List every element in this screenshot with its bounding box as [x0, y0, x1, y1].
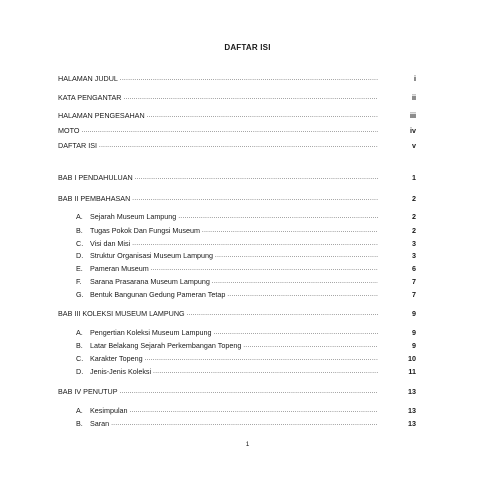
toc-entry-label: Sarana Prasarana Museum Lampung: [90, 277, 210, 286]
toc-page-number: 7: [412, 277, 416, 286]
toc-entry-letter: C.: [76, 239, 84, 248]
toc-entry-label: DAFTAR ISI: [58, 141, 98, 150]
toc-dot-leader: [81, 127, 378, 136]
toc-entry: [58, 93, 380, 103]
toc-page-number: 10: [408, 354, 416, 363]
toc-page-number: 13: [408, 387, 416, 396]
toc-entry-label: BAB IV PENUTUP: [58, 387, 118, 396]
toc-entry-label: HALAMAN PENGESAHAN: [58, 111, 145, 120]
toc-entry-label: Latar Belakang Sejarah Perkembangan Topeng: [90, 341, 242, 350]
toc-entry: [58, 194, 380, 204]
toc-dot-leader: [153, 368, 378, 377]
toc-page-number: ii: [412, 93, 416, 102]
page-number-footer: 1: [245, 441, 250, 448]
toc-entry: [58, 173, 380, 183]
toc-subentry: [76, 251, 380, 261]
toc-subentry: [76, 328, 380, 338]
toc-entry-letter: A.: [76, 406, 83, 415]
toc-dot-leader: [213, 329, 378, 338]
toc-dot-leader: [132, 240, 378, 249]
toc-dot-leader: [227, 291, 378, 300]
toc-entry: [58, 141, 380, 151]
toc-entry-letter: D.: [76, 251, 84, 260]
toc-dot-leader: [202, 227, 378, 236]
toc-dot-leader: [243, 342, 378, 351]
toc-page-number: 9: [412, 341, 416, 350]
toc-page-number: 6: [412, 264, 416, 273]
toc-dot-leader: [215, 252, 378, 261]
toc-subentry: [76, 264, 380, 274]
toc-page-number: i: [414, 74, 416, 83]
toc-subentry: [76, 354, 380, 364]
toc-page-number: 2: [412, 226, 416, 235]
toc-entry-letter: G.: [76, 290, 84, 299]
toc-subentry: [76, 226, 380, 236]
toc-entry-letter: B.: [76, 341, 83, 350]
toc-entry-label: Saran: [90, 419, 110, 428]
toc-entry-label: BAB I PENDAHULUAN: [58, 173, 133, 182]
toc-dot-leader: [135, 174, 378, 183]
toc-dot-leader: [151, 265, 378, 274]
toc-page-number: 3: [412, 251, 416, 260]
toc-entry: [58, 126, 380, 136]
toc-entry-label: Kesimpulan: [90, 406, 128, 415]
toc-dot-leader: [145, 355, 378, 364]
toc-dot-leader: [99, 142, 378, 151]
toc-entry-letter: A.: [76, 328, 83, 337]
toc-page-number: 9: [412, 328, 416, 337]
toc-entry-letter: C.: [76, 354, 84, 363]
toc-dot-leader: [130, 407, 378, 416]
toc-subentry: [76, 406, 380, 416]
toc-page-number: 7: [412, 290, 416, 299]
toc-entry-letter: A.: [76, 212, 83, 221]
toc-dot-leader: [212, 278, 378, 287]
toc-page-number: 13: [408, 419, 416, 428]
toc-entry-label: Jenis-Jenis Koleksi: [90, 367, 152, 376]
toc-subentry: [76, 239, 380, 249]
toc-dot-leader: [111, 420, 378, 429]
toc-dot-leader: [147, 112, 378, 121]
toc-page-number: 13: [408, 406, 416, 415]
toc-subentry: [76, 419, 380, 429]
toc-entry-label: Sejarah Museum Lampung: [90, 212, 177, 221]
toc-dot-leader: [178, 213, 378, 222]
toc-page-number: 9: [412, 309, 416, 318]
toc-page-number: 2: [412, 212, 416, 221]
toc-entry-label: BAB II PEMBAHASAN: [58, 194, 131, 203]
page-title: DAFTAR ISI: [224, 43, 271, 52]
toc-entry-label: BAB III KOLEKSI MUSEUM LAMPUNG: [58, 309, 185, 318]
toc-subentry: [76, 367, 380, 377]
toc-subentry: [76, 341, 380, 351]
toc-entry-letter: B.: [76, 419, 83, 428]
toc-entry-label: MOTO: [58, 126, 80, 135]
toc-subentry: [76, 212, 380, 222]
toc-entry: [58, 111, 380, 121]
toc-page-number: 2: [412, 194, 416, 203]
toc-subentry: [76, 290, 380, 300]
toc-entry-label: Pengertian Koleksi Museum Lampung: [90, 328, 212, 337]
toc-page-number: iv: [410, 126, 416, 135]
toc-entry-label: KATA PENGANTAR: [58, 93, 122, 102]
toc-entry-letter: B.: [76, 226, 83, 235]
toc-entry-label: HALAMAN JUDUL: [58, 74, 118, 83]
toc-entry-letter: F.: [76, 277, 82, 286]
toc-entry-label: Pameran Museum: [90, 264, 149, 273]
toc-page-number: 1: [412, 173, 416, 182]
toc-entry: [58, 387, 380, 397]
toc-dot-leader: [120, 388, 378, 397]
toc-page-number: iii: [410, 111, 416, 120]
toc-entry-label: Karakter Topeng: [90, 354, 143, 363]
toc-entry-letter: E.: [76, 264, 83, 273]
toc-dot-leader: [187, 310, 378, 319]
toc-dot-leader: [120, 75, 378, 84]
toc-dot-leader: [124, 94, 379, 103]
toc-entry: [58, 309, 380, 319]
toc-entry-label: Struktur Organisasi Museum Lampung: [90, 251, 214, 260]
toc-dot-leader: [132, 195, 378, 204]
toc-entry-label: Bentuk Bangunan Gedung Pameran Tetap: [90, 290, 226, 299]
toc-subentry: [76, 277, 380, 287]
toc-entry-label: Tugas Pokok Dan Fungsi Museum: [90, 226, 200, 235]
toc-entry-letter: D.: [76, 367, 84, 376]
toc-entry: [58, 74, 380, 84]
toc-entry-label: Visi dan Misi: [90, 239, 131, 248]
toc-page-number: 11: [408, 367, 416, 376]
toc-page-number: v: [412, 141, 416, 150]
toc-page-number: 3: [412, 239, 416, 248]
